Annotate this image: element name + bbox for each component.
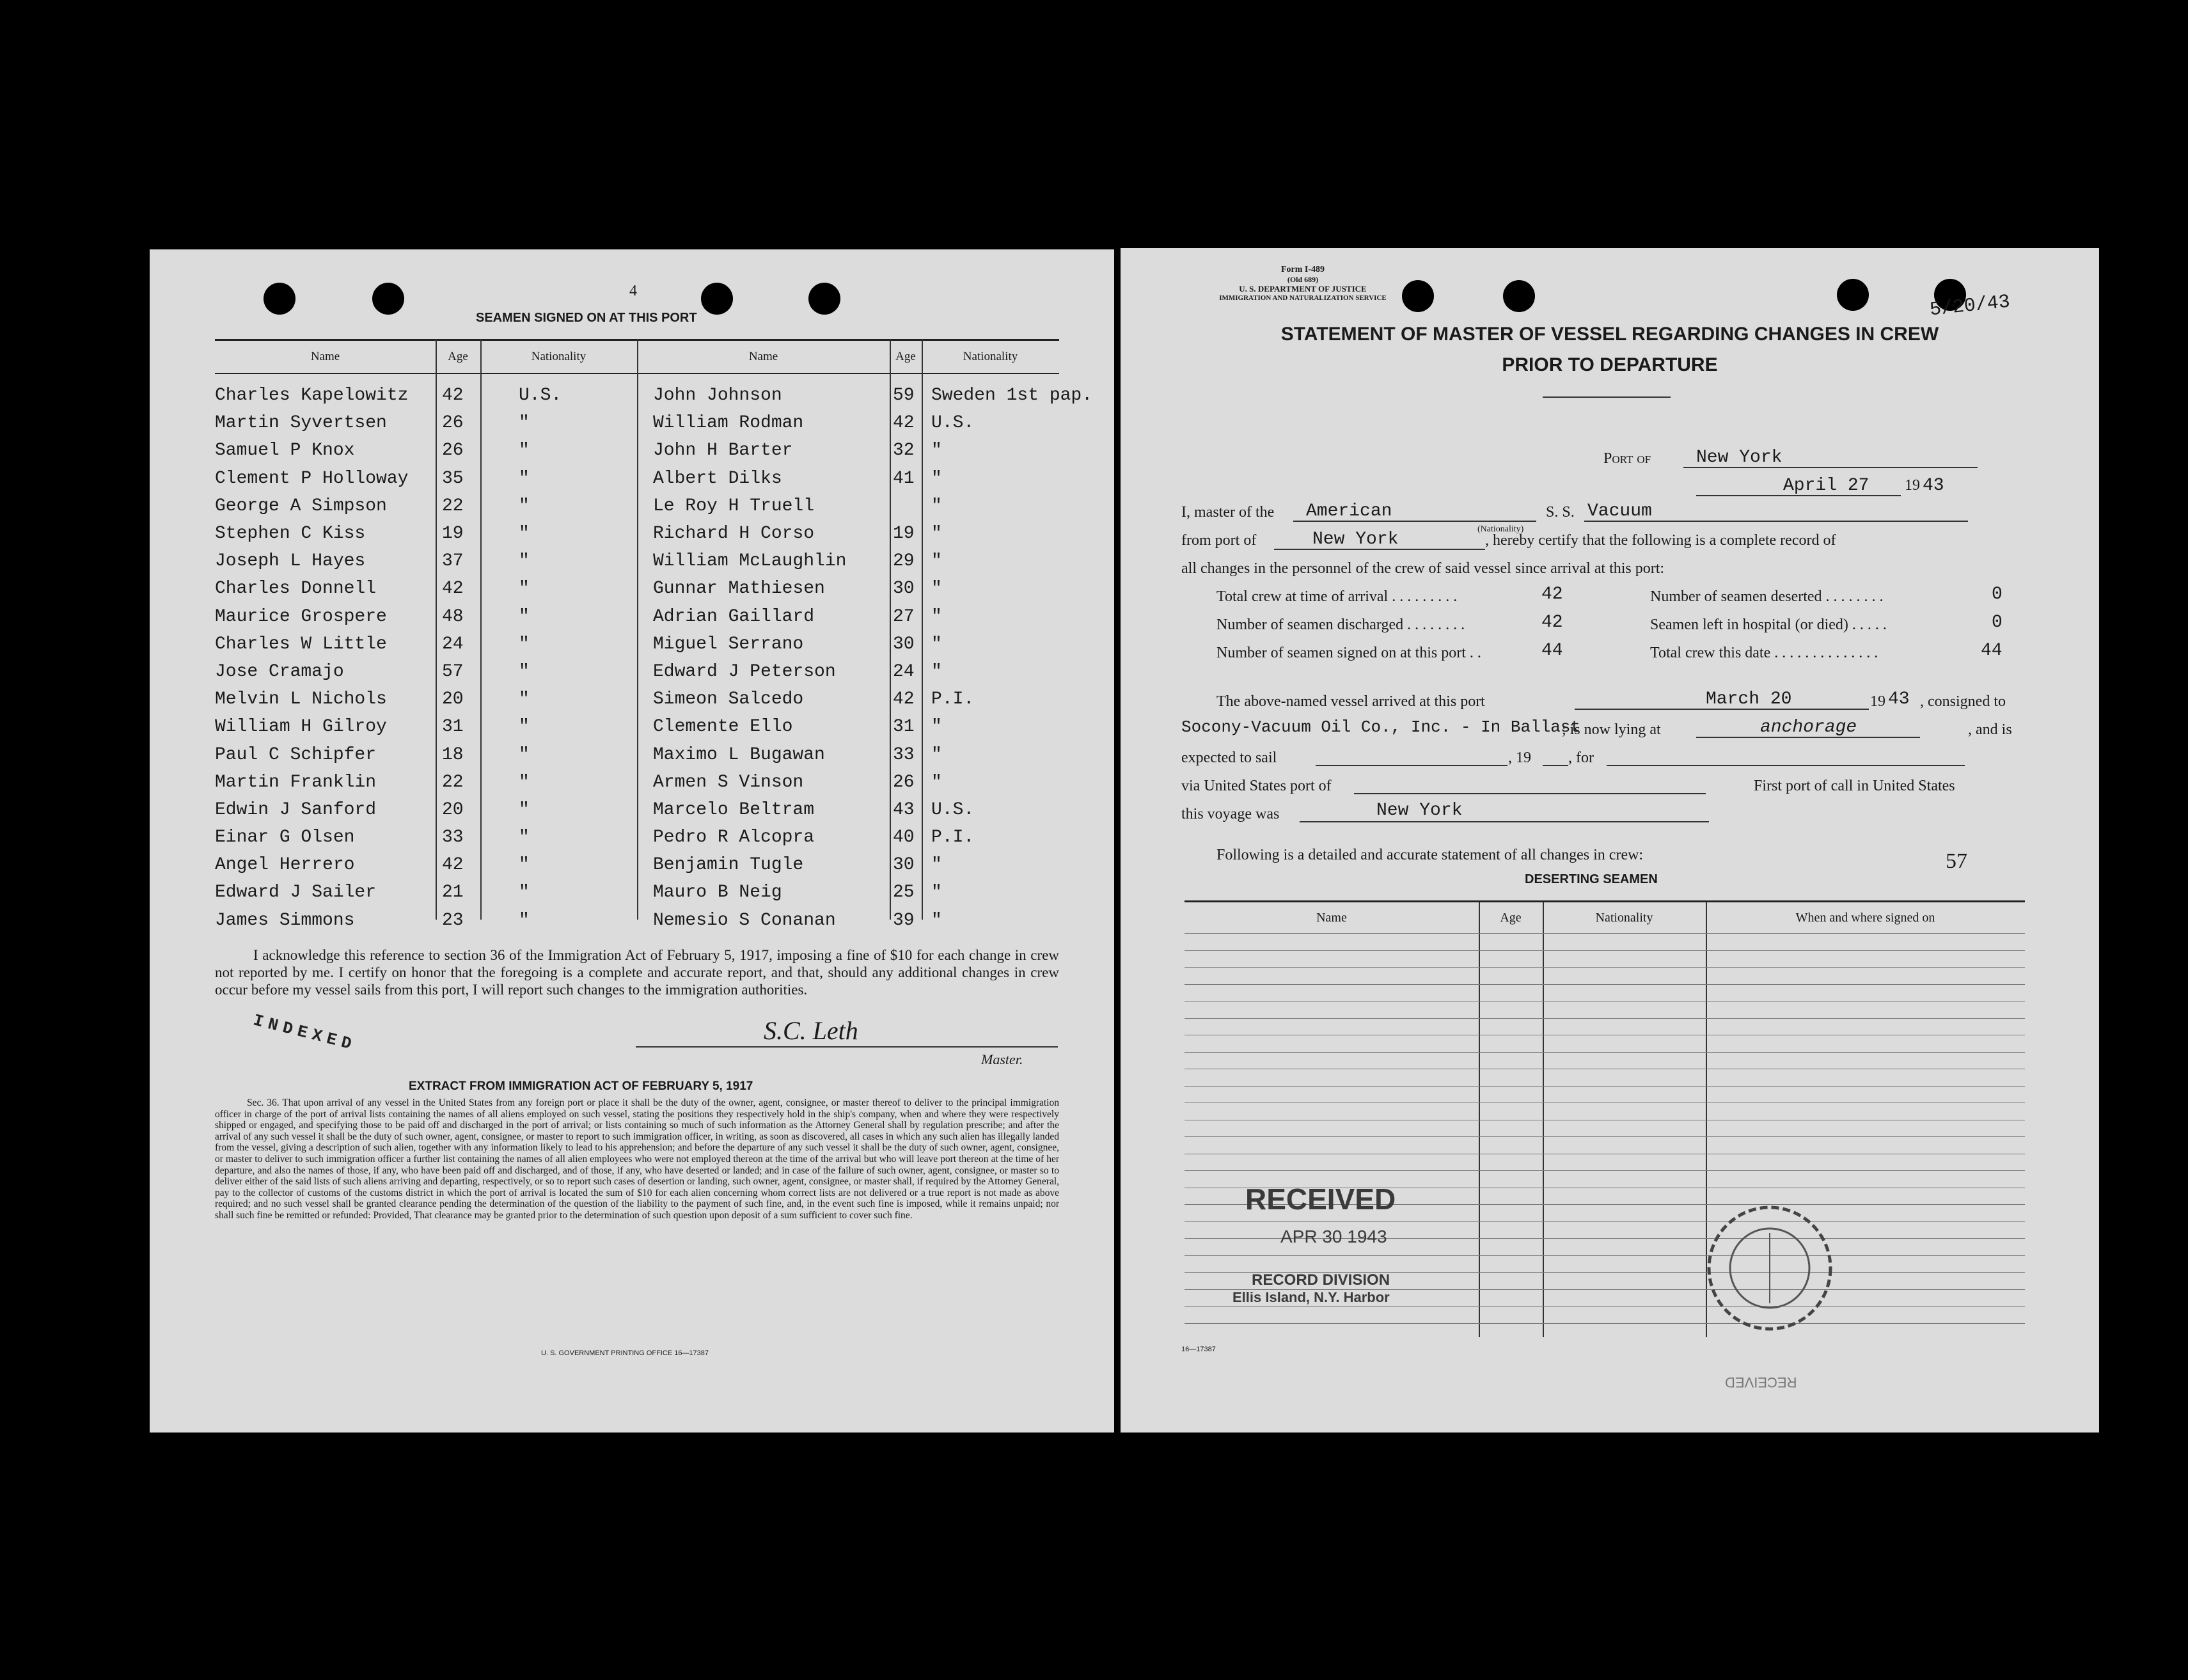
seaman-name: Maurice Grospere [215, 606, 387, 627]
column-header: Age [1500, 910, 1522, 925]
signed-on-value: 44 [1541, 641, 1563, 661]
seaman-nationality: " [519, 828, 530, 848]
nationality-caption: (Nationality) [1477, 524, 1524, 534]
ruled-line [1185, 1323, 2025, 1324]
seaman-nationality: " [931, 717, 942, 737]
voyage-line [1300, 821, 1709, 822]
punch-hole [264, 283, 295, 315]
hospital-label: Seamen left in hospital (or died) . . . . . [1650, 616, 1887, 633]
vessel-name: Vacuum [1587, 501, 1652, 521]
seaman-name: Mauro B Neig [653, 883, 782, 903]
ruled-line [1185, 1052, 2025, 1053]
seaman-nationality: " [519, 855, 530, 875]
column-header: Age [448, 350, 468, 363]
seaman-name: Marcelo Beltram [653, 799, 815, 820]
column-header: Nationality [1595, 910, 1653, 925]
consignee: Socony-Vacuum Oil Co., Inc. - In Ballast [1181, 718, 1581, 737]
nationality-line [1293, 521, 1536, 522]
hospital-value: 0 [1992, 613, 2003, 632]
seaman-age: 42 [893, 413, 915, 434]
seaman-age: 24 [442, 634, 464, 654]
seaman-nationality: " [931, 468, 942, 489]
punch-hole [808, 283, 840, 315]
arrived-year-prefix: 19 [1870, 693, 1885, 710]
table-row [215, 631, 1059, 658]
ruled-line [1185, 1306, 2025, 1307]
table-row [215, 907, 1059, 934]
seaman-age: 33 [893, 744, 915, 765]
seaman-name: Gunnar Mathiesen [653, 579, 825, 599]
seaman-nationality: " [931, 606, 942, 627]
total-arrival-label: Total crew at time of arrival . . . . . . . . . [1216, 588, 1458, 605]
seaman-nationality: " [519, 689, 530, 710]
seaman-nationality: " [931, 744, 942, 765]
seaman-nationality: " [519, 744, 530, 765]
seaman-age: 42 [442, 579, 464, 599]
from-port-line [1274, 549, 1485, 550]
seaman-nationality: " [519, 579, 530, 599]
expected-line [1316, 765, 1507, 766]
received-stamp: RECEIVED [1245, 1182, 1396, 1216]
seaman-age: 20 [442, 689, 464, 710]
column-header: Name [1316, 910, 1347, 925]
seaman-age: 20 [442, 799, 464, 820]
port-line [1683, 467, 1978, 468]
seaman-name: Pedro R Alcopra [653, 828, 815, 848]
punch-hole [701, 283, 733, 315]
column-header: Name [310, 350, 340, 363]
seaman-name: John H Barter [653, 441, 793, 461]
seaman-name: Einar G Olsen [215, 828, 355, 848]
record-division: RECORD DIVISION [1252, 1271, 1390, 1289]
certify-text-1: I, master of the [1181, 504, 1275, 521]
table-row [215, 520, 1059, 547]
seaman-age: 30 [893, 579, 915, 599]
date-value: April 27 [1783, 476, 1869, 496]
table-row [215, 769, 1059, 796]
table-row [215, 851, 1059, 879]
punch-hole [1503, 280, 1535, 312]
seaman-name: William H Gilroy [215, 717, 387, 737]
column-header: When and where signed on [1795, 910, 1935, 925]
seaman-age: 23 [442, 910, 464, 930]
seaman-name: Jose Cramajo [215, 661, 344, 682]
seaman-name: Nemesio S Conanan [653, 910, 836, 930]
seaman-name: Paul C Schipfer [215, 744, 377, 765]
seaman-age: 30 [893, 855, 915, 875]
seaman-name: Le Roy H Truell [653, 496, 815, 516]
deserted-value: 0 [1992, 585, 2003, 604]
seaman-age: 33 [442, 828, 464, 848]
year-blank: , 19 [1508, 750, 1531, 766]
for-label: , for [1568, 750, 1594, 766]
first-port-label: First port of call in United States [1754, 778, 1955, 794]
corner-note: 5/20/43 [1928, 291, 2011, 322]
table-row [215, 492, 1059, 520]
certify-text-2: , hereby certify that the following is a complete record of [1485, 532, 1836, 549]
lying-at: anchorage [1760, 718, 1857, 737]
ruled-line [1185, 1255, 2025, 1256]
seaman-age: 31 [893, 717, 915, 737]
year-prefix: 19 [1905, 477, 1920, 494]
seaman-name: Melvin L Nichols [215, 689, 387, 710]
seaman-age: 26 [893, 772, 915, 792]
seaman-age: 18 [442, 744, 464, 765]
printer-line: U. S. GOVERNMENT PRINTING OFFICE 16—17387 [541, 1349, 709, 1357]
first-port-value: New York [1376, 801, 1463, 820]
page-number: 4 [629, 283, 637, 299]
ss-label: S. S. [1546, 504, 1575, 521]
seaman-name: William McLaughlin [653, 551, 847, 572]
seaman-name: Joseph L Hayes [215, 551, 366, 572]
seaman-age: 42 [442, 855, 464, 875]
form-id: Form I-489 [1280, 265, 1325, 274]
voyage-label: this voyage was [1181, 806, 1280, 822]
table-row [215, 603, 1059, 631]
deserting-title: DESERTING SEAMEN [1525, 872, 1658, 886]
seaman-nationality: P.I. [931, 828, 975, 848]
seaman-age: 31 [442, 717, 464, 737]
ruled-line [1185, 1018, 2025, 1019]
page-count: 57 [1946, 849, 1967, 873]
form-old: (Old 689) [1287, 275, 1319, 284]
seaman-age: 25 [893, 883, 915, 903]
seaman-nationality: " [519, 661, 530, 682]
seaman-age: 24 [893, 661, 915, 682]
seaman-age: 30 [893, 634, 915, 654]
seaman-nationality: " [931, 524, 942, 544]
table-row [215, 686, 1059, 713]
from-port-label: from port of [1181, 532, 1257, 549]
service: IMMIGRATION AND NATURALIZATION SERVICE [1219, 294, 1387, 302]
punch-hole [1837, 279, 1869, 311]
seaman-age: 39 [893, 910, 915, 930]
acknowledgement-text: I acknowledge this reference to section 36 of the Immigration Act of February 5, 1917, imposing a fine of $10 for each change in crew not reported by me. I certify on honor that the foregoing is a complete and accurate report, and that, should any additional changes in crew occur before my vessel sails from this port, I will report such changes to the immigration authorities. [215, 947, 1059, 998]
table-row [215, 382, 1093, 409]
port-label: Port of [1603, 450, 1651, 467]
ruled-line [1185, 1221, 2025, 1222]
seaman-nationality: " [931, 496, 942, 516]
seaman-age: 40 [893, 828, 915, 848]
table-row [215, 575, 1059, 602]
seaman-age: 57 [442, 661, 464, 682]
signed-on-label: Number of seamen signed on at this port . . [1216, 645, 1481, 661]
column-header: Nationality [531, 350, 586, 363]
seaman-nationality: " [519, 772, 530, 792]
seaman-nationality: " [519, 441, 530, 461]
seaman-nationality: " [519, 606, 530, 627]
left-page [150, 249, 1114, 1433]
seaman-name: John Johnson [653, 386, 782, 406]
arrived-date: March 20 [1706, 689, 1792, 709]
total-today-label: Total crew this date . . . . . . . . . . . . . . [1650, 645, 1878, 661]
lying-line [1696, 737, 1920, 738]
extract-text: Sec. 36. That upon arrival of any vessel in the United States from any foreign port or place it shall be the duty of the owner, agent, consignee, or master thereof to deliver to the principal immigration officer in charge of the port of arrival lists containing the names of all aliens employed on such vessel, stating the positions they respectively hold in the ship's company, when and where they were respectively shipped or engaged, and specifying those to be paid off and discharged in the port of arrival; or lists containing so much of such information as the Attorney General shall by regulation prescribe; and after the arrival of any such vessel it shall be the duty of such owner, agent, consignee, or master to report to such immigration officer, in writing, as soon as discovered, all cases in which any such alien has illegally landed from the vessel, giving a description of such alien, together with any information likely to lead to his apprehension; and before the departure of any such vessel it shall be the duty of such owner, agent, consignee, or master to deliver to such immigration officer a further list containing the names of all alien employees who were not employed thereon at the time of the arrival but who will leave port thereon at the time of her departure, and also the names of those, if any, who have been paid off and discharged, and of those, if any, who have deserted or landed; and in case of the failure of such owner, agent, consignee, or master so to deliver either of the said lists of such aliens arriving and departing, respectively, or so to report such cases of desertion or landing, such owner, agent, consignee, or master shall, if required by the Attorney General, pay to the collector of customs of the customs district in which the port of arrival is located the sum of $10 for each alien concerning whom correct lists are not delivered or a true report is not made as above required; and no such vessel shall be granted clearance pending the determination of the question of the liability to the payment of such fine, and, in the event such fine is imposed, while it remains unpaid; nor shall such fine be remitted or refunded: Provided, That clearance may be granted prior to the determination of such question upon deposit of a sum sufficient to cover such fine. [215, 1097, 1059, 1221]
ruled-line [1185, 1086, 2025, 1087]
seaman-age: 26 [442, 441, 464, 461]
table-row [215, 824, 1059, 851]
year-suffix: 43 [1923, 476, 1944, 496]
seaman-name: Charles Donnell [215, 579, 377, 599]
total-arrival-value: 42 [1541, 585, 1563, 604]
seaman-nationality: " [931, 634, 942, 654]
ruled-line [1185, 1136, 2025, 1137]
seaman-nationality: " [519, 524, 530, 544]
department: U. S. DEPARTMENT OF JUSTICE [1239, 284, 1367, 294]
seaman-name: Albert Dilks [653, 468, 782, 489]
table-row [215, 437, 1059, 464]
seaman-age: 37 [442, 551, 464, 572]
discharged-value: 42 [1541, 613, 1563, 632]
table-row [215, 547, 1059, 575]
seaman-age: 22 [442, 772, 464, 792]
vessel-line [1584, 521, 1968, 522]
seaman-age: 22 [442, 496, 464, 516]
port-value: New York [1696, 448, 1783, 467]
seaman-nationality: Sweden 1st pap. [931, 386, 1093, 406]
nationality-value: American [1306, 501, 1392, 521]
seaman-nationality: " [931, 661, 942, 682]
seaman-name: Clemente Ello [653, 717, 793, 737]
indexed-stamp: INDEXED [251, 1010, 359, 1055]
seaman-nationality: U.S. [519, 386, 562, 406]
master-signature: S.C. Leth [764, 1016, 858, 1045]
ruled-line [1185, 967, 2025, 968]
seaman-age: 26 [442, 413, 464, 434]
seaman-name: Edward J Peterson [653, 661, 836, 682]
seaman-nationality: " [519, 883, 530, 903]
seaman-name: Samuel P Knox [215, 441, 355, 461]
seaman-name: Edwin J Sanford [215, 799, 377, 820]
seaman-age: 27 [893, 606, 915, 627]
right-page [1121, 248, 2099, 1433]
for-line [1607, 765, 1965, 766]
seaman-name: Charles W Little [215, 634, 387, 654]
seaman-name: Adrian Gaillard [653, 606, 815, 627]
seaman-age: 48 [442, 606, 464, 627]
ruled-line [1185, 950, 2025, 951]
deserted-label: Number of seamen deserted . . . . . . . . [1650, 588, 1884, 605]
ruled-line [1185, 1170, 2025, 1171]
seaman-name: Armen S Vinson [653, 772, 804, 792]
seaman-age: 35 [442, 468, 464, 489]
master-label: Master. [981, 1051, 1023, 1067]
seaman-nationality: " [519, 468, 530, 489]
seaman-nationality: P.I. [931, 689, 975, 710]
seaman-age: 21 [442, 883, 464, 903]
signature-line [636, 1046, 1058, 1048]
table-header [1185, 902, 2025, 933]
arrived-line [1575, 709, 1869, 710]
seaman-name: Martin Franklin [215, 772, 377, 792]
seaman-age: 19 [442, 524, 464, 544]
column-header: Age [895, 350, 916, 363]
seaman-age: 42 [442, 386, 464, 406]
seaman-nationality: " [931, 551, 942, 572]
seaman-name: Martin Syvertsen [215, 413, 387, 434]
via-label: via United States port of [1181, 778, 1332, 794]
seaman-nationality: " [931, 883, 942, 903]
seaman-nationality: " [519, 413, 530, 434]
total-today-value: 44 [1981, 641, 2003, 661]
seaman-nationality: " [931, 855, 942, 875]
seaman-name: Edward J Sailer [215, 883, 377, 903]
punch-hole [372, 283, 404, 315]
seaman-nationality: " [931, 579, 942, 599]
seaman-name: George A Simpson [215, 496, 387, 516]
via-line [1354, 793, 1706, 794]
column-header: Name [748, 350, 778, 363]
seaman-name: Stephen C Kiss [215, 524, 366, 544]
seaman-name: Simeon Salcedo [653, 689, 804, 710]
lying-label: ; is now lying at [1562, 721, 1661, 738]
title-rule [1543, 396, 1671, 398]
seaman-nationality: " [519, 634, 530, 654]
certify-text-3: all changes in the personnel of the crew of said vessel since arrival at this port: [1181, 560, 1665, 577]
arrived-year: 43 [1888, 689, 1910, 709]
seaman-nationality: U.S. [931, 413, 975, 434]
consigned-label: , consigned to [1920, 693, 2006, 710]
table-body [215, 374, 1093, 934]
seaman-nationality: " [931, 441, 942, 461]
seaman-nationality: " [519, 799, 530, 820]
seaman-nationality: " [519, 717, 530, 737]
seamen-signed-on-table [215, 339, 1093, 934]
expected-label: expected to sail [1181, 750, 1277, 766]
form-code: 16—17387 [1181, 1346, 1216, 1353]
table-row [215, 465, 1059, 492]
table-row [215, 741, 1059, 768]
ellis-island: Ellis Island, N.Y. Harbor [1232, 1289, 1390, 1305]
seaman-name: Benjamin Tugle [653, 855, 804, 875]
seaman-name: Clement P Holloway [215, 468, 409, 489]
from-port-value: New York [1312, 530, 1399, 549]
ruled-line [1185, 933, 2025, 934]
seaman-age: 29 [893, 551, 915, 572]
seaman-nationality: " [519, 496, 530, 516]
seaman-name: Charles Kapelowitz [215, 386, 409, 406]
year-blank-line [1543, 765, 1568, 766]
received-date: APR 30 1943 [1280, 1227, 1387, 1246]
seaman-age: 19 [893, 524, 915, 544]
seaman-nationality: U.S. [931, 799, 975, 820]
section-title: SEAMEN SIGNED ON AT THIS PORT [476, 311, 697, 325]
and-is-label: , and is [1968, 721, 2012, 738]
seaman-nationality: " [931, 772, 942, 792]
extract-title: EXTRACT FROM IMMIGRATION ACT OF FEBRUARY 5, 1917 [409, 1079, 753, 1093]
seaman-age: 32 [893, 441, 915, 461]
table-row [215, 713, 1059, 741]
ruled-line [1185, 984, 2025, 985]
seaman-age: 43 [893, 799, 915, 820]
seaman-name: Maximo L Bugawan [653, 744, 825, 765]
table-row [215, 409, 1059, 437]
arrived-label: The above-named vessel arrived at this port [1216, 693, 1485, 710]
table-row [215, 796, 1059, 824]
seaman-name: Richard H Corso [653, 524, 815, 544]
seaman-name: James Simmons [215, 910, 355, 930]
form-title-line1: STATEMENT OF MASTER OF VESSEL REGARDING CHANGES IN CREW [1280, 324, 1939, 345]
following-label: Following is a detailed and accurate statement of all changes in crew: [1216, 847, 1644, 863]
seaman-age: 59 [893, 386, 915, 406]
seaman-nationality: " [519, 910, 530, 930]
seaman-age: 41 [893, 468, 915, 489]
seaman-nationality: " [931, 910, 942, 930]
column-header: Nationality [963, 350, 1018, 363]
mirrored-received-stamp: RECEIVED [1725, 1374, 1797, 1390]
seaman-nationality: " [519, 551, 530, 572]
date-line [1696, 495, 1901, 496]
form-title-line2: PRIOR TO DEPARTURE [1502, 354, 1718, 375]
seaman-name: Miguel Serrano [653, 634, 804, 654]
discharged-label: Number of seamen discharged . . . . . . . . [1216, 616, 1465, 633]
seaman-age: 42 [893, 689, 915, 710]
circular-seal [1696, 1195, 1843, 1342]
seaman-name: Angel Herrero [215, 855, 355, 875]
table-row [215, 879, 1059, 906]
table-row [215, 658, 1059, 686]
seaman-name: William Rodman [653, 413, 804, 434]
